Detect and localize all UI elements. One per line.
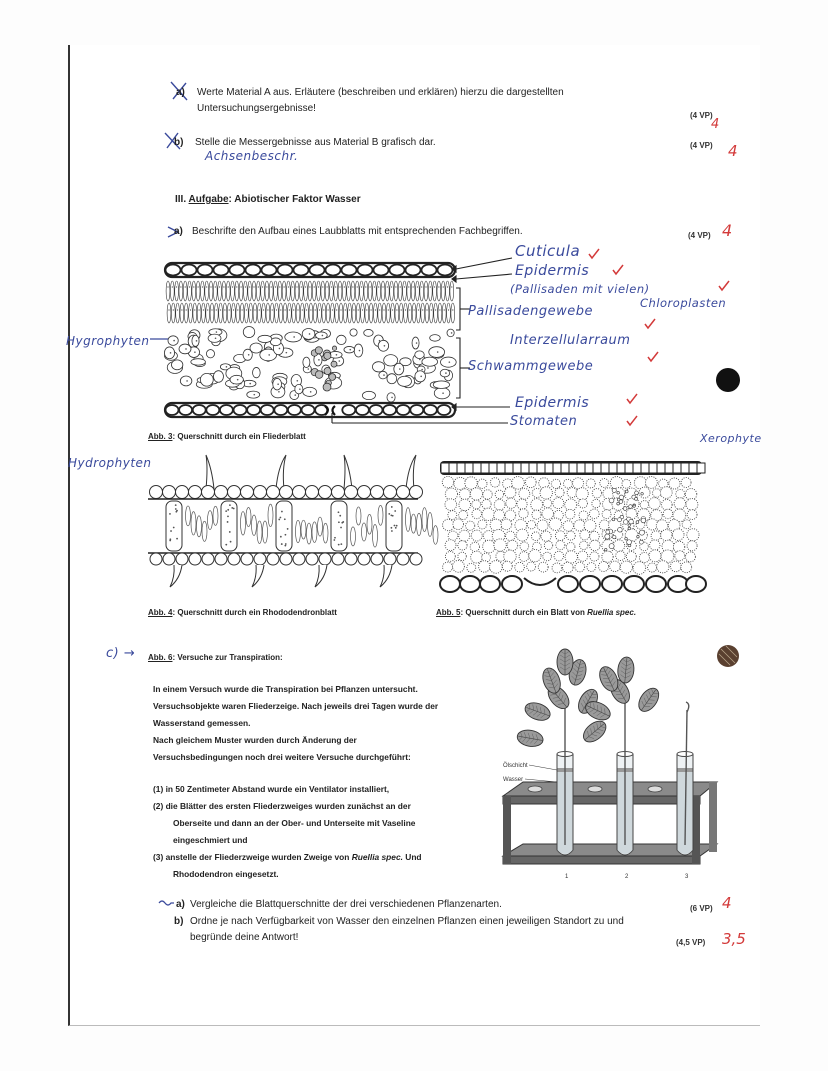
task-cb-points: (4,5 VP) [676,938,706,947]
task-3a-label: a) [174,226,183,237]
spongy-layer [164,326,456,402]
fig6-caption-label: Abb. 6 [148,653,173,662]
fig6-intro [153,681,438,766]
lower-epidermis [440,576,706,592]
task-a-points: (4 VP) [690,111,713,120]
test-tube [677,710,693,855]
check-icon [588,248,600,260]
label-cuticula: Cuticula [515,242,581,260]
upper-epidermis [441,462,705,474]
task-cb-grade: 3,5 [722,930,746,948]
ink-dot [715,367,741,393]
upper-epidermis [148,486,423,500]
leaf [523,700,553,724]
side-note-hygrophytes: Hygrophyten [66,334,150,348]
task-ca-label: a) [176,899,185,910]
section-title-underlined: Aufgabe [188,194,229,205]
fig4-caption-text: : Querschnitt durch ein Rhododendronblatt [172,608,337,617]
fig6-steps [153,781,422,883]
step-2-line: (2) die Blätter des ersten Fliederzweiges wurden zunächst an der [153,801,411,811]
step-3-species: Ruellia spec. [351,852,403,862]
lower-epidermis [148,553,422,565]
intro-line: In einem Versuch wurde die Transpiration bei Pflanzen untersucht. [153,684,418,694]
task-b-handwritten-note: Achsenbeschr. [205,149,299,163]
section-numeral: III. [175,194,187,205]
side-note-dash [150,336,170,342]
intro-line: Versuchsbedingungen noch drei weitere Versuche durchgeführt: [153,752,411,762]
side-note-xerophyte: Xerophyte [700,432,762,445]
label-stomata: Stomaten [510,414,578,429]
task-cb-line2: begründe deine Antwort! [190,932,299,943]
step-2-line: Oberseite und dann an der Ober- und Unterseite mit Vaseline [173,818,416,828]
mesophyll [166,501,438,551]
squiggle-arrow-mark [158,898,176,908]
task-cb-label: b) [174,916,184,927]
section-title-rest: : Abiotischer Faktor Wasser [228,194,361,205]
side-note-hydrophytes: Hydrophyten [68,456,152,470]
palisade-layer [166,281,455,323]
leaf [516,728,544,748]
lower-hairs [170,565,392,587]
task-cb-line1: Ordne je nach Verfügbarkeit von Wasser den einzelnen Pflanzen einen jeweiligen Standort zu und [190,916,624,927]
task-3a-points: (4 VP) [688,231,711,240]
task-b-points: (4 VP) [690,141,713,150]
task-a-grade: 4 [711,117,720,132]
check-icon [626,415,638,427]
task-3a-grade: 4 [722,221,733,240]
label-water: Wasser [503,777,524,783]
fig6-caption-text: : Versuche zur Transpiration: [172,653,283,662]
step-3-line: Rhododendron eingesetzt. [173,869,279,879]
check-icon [718,280,730,292]
step-3-suffix: Und [402,852,422,862]
mesophyll-cells [442,476,699,574]
intro-line: Wasserstand gemessen. [153,718,251,728]
step-2-line: eingeschmiert und [173,835,248,845]
fig3-caption-label: Abb. 3 [148,432,173,441]
tube-number-3: 3 [685,874,689,880]
transpiration-experiment-diagram [495,660,720,882]
step-1: (1) in 50 Zentimeter Abstand wurde ein Ventilator installiert, [153,784,390,794]
fig4-caption [148,608,337,617]
fig5-caption-species: Ruellia spec. [587,608,637,617]
check-icon [644,318,656,330]
fig3-caption [148,432,306,441]
task-a-line2: Untersuchungsergebnisse! [197,103,316,114]
task-c-marker: c) → [106,646,136,661]
leaf [617,656,635,683]
task-b-label: b) [174,137,184,148]
check-icon [626,393,638,405]
label-epidermis-bottom: Epidermis [515,395,590,411]
task-ca-text: Vergleiche die Blattquerschnitte der drei verschiedenen Pflanzenarten. [190,899,502,910]
step-3-line [153,849,422,866]
section-heading [175,194,361,205]
label-spongy-tissue: Schwammgewebe [468,359,594,374]
fig5-caption-label: Abb. 5 [436,608,461,617]
check-icon [647,351,659,363]
label-leader-lines [525,765,557,782]
tube-number-1: 1 [565,874,569,880]
fig5-caption-text: : Querschnitt durch ein Blatt von [460,608,588,617]
stomata-pointer-line [330,405,510,430]
task-ca-grade: 4 [722,894,732,912]
label-chloroplasts: Chloroplasten [640,296,727,310]
intro-line: Versuchsobjekte waren Fliederzeige. Nach jeweils drei Tagen wurde der [153,701,439,711]
label-epidermis-top: Epidermis [515,263,590,279]
tube-number-2: 2 [625,874,629,880]
upper-hairs [206,455,416,489]
task-ca-points: (6 VP) [690,904,713,913]
step-3-prefix: (3) anstelle der Fliederzweige wurden Zweige von [153,852,352,862]
leaf-cross-section-ruellia [440,460,702,600]
check-icon [612,264,624,276]
task-3a-text: Beschrifte den Aufbau eines Laubblatts mit entsprechenden Fachbegriffen. [192,226,523,237]
label-intercellular-space: Interzellularraum [510,333,631,348]
label-palisade-tissue: Pallisadengewebe [468,304,593,319]
fig5-caption [436,608,636,617]
fig4-caption-label: Abb. 4 [148,608,173,617]
label-palisade-note: (Pallisaden mit vielen) [510,282,650,296]
task-b-grade: 4 [728,142,738,160]
intro-line: Nach gleichem Muster wurden durch Änderung der [153,735,357,745]
leaf [557,649,573,675]
upper-epidermis [165,263,455,277]
label-oil-layer: Ölschicht [503,763,528,769]
fig3-caption-text: : Querschnitt durch ein Fliederblatt [172,432,306,441]
leaf-cross-section-rhododendron [148,455,418,590]
leaf [580,717,610,746]
task-a-label: a) [176,87,185,98]
fig6-caption [148,653,283,662]
leaf-cross-section-lilac [165,260,455,420]
leaf [635,685,663,715]
test-tube [557,700,573,855]
task-b-text: Stelle die Messergebnisse aus Material B grafisch dar. [195,137,436,148]
test-tube [617,700,633,855]
task-a-line1: Werte Material A aus. Erläutere (beschreiben und erklären) hierzu die dargestellten [197,87,564,98]
